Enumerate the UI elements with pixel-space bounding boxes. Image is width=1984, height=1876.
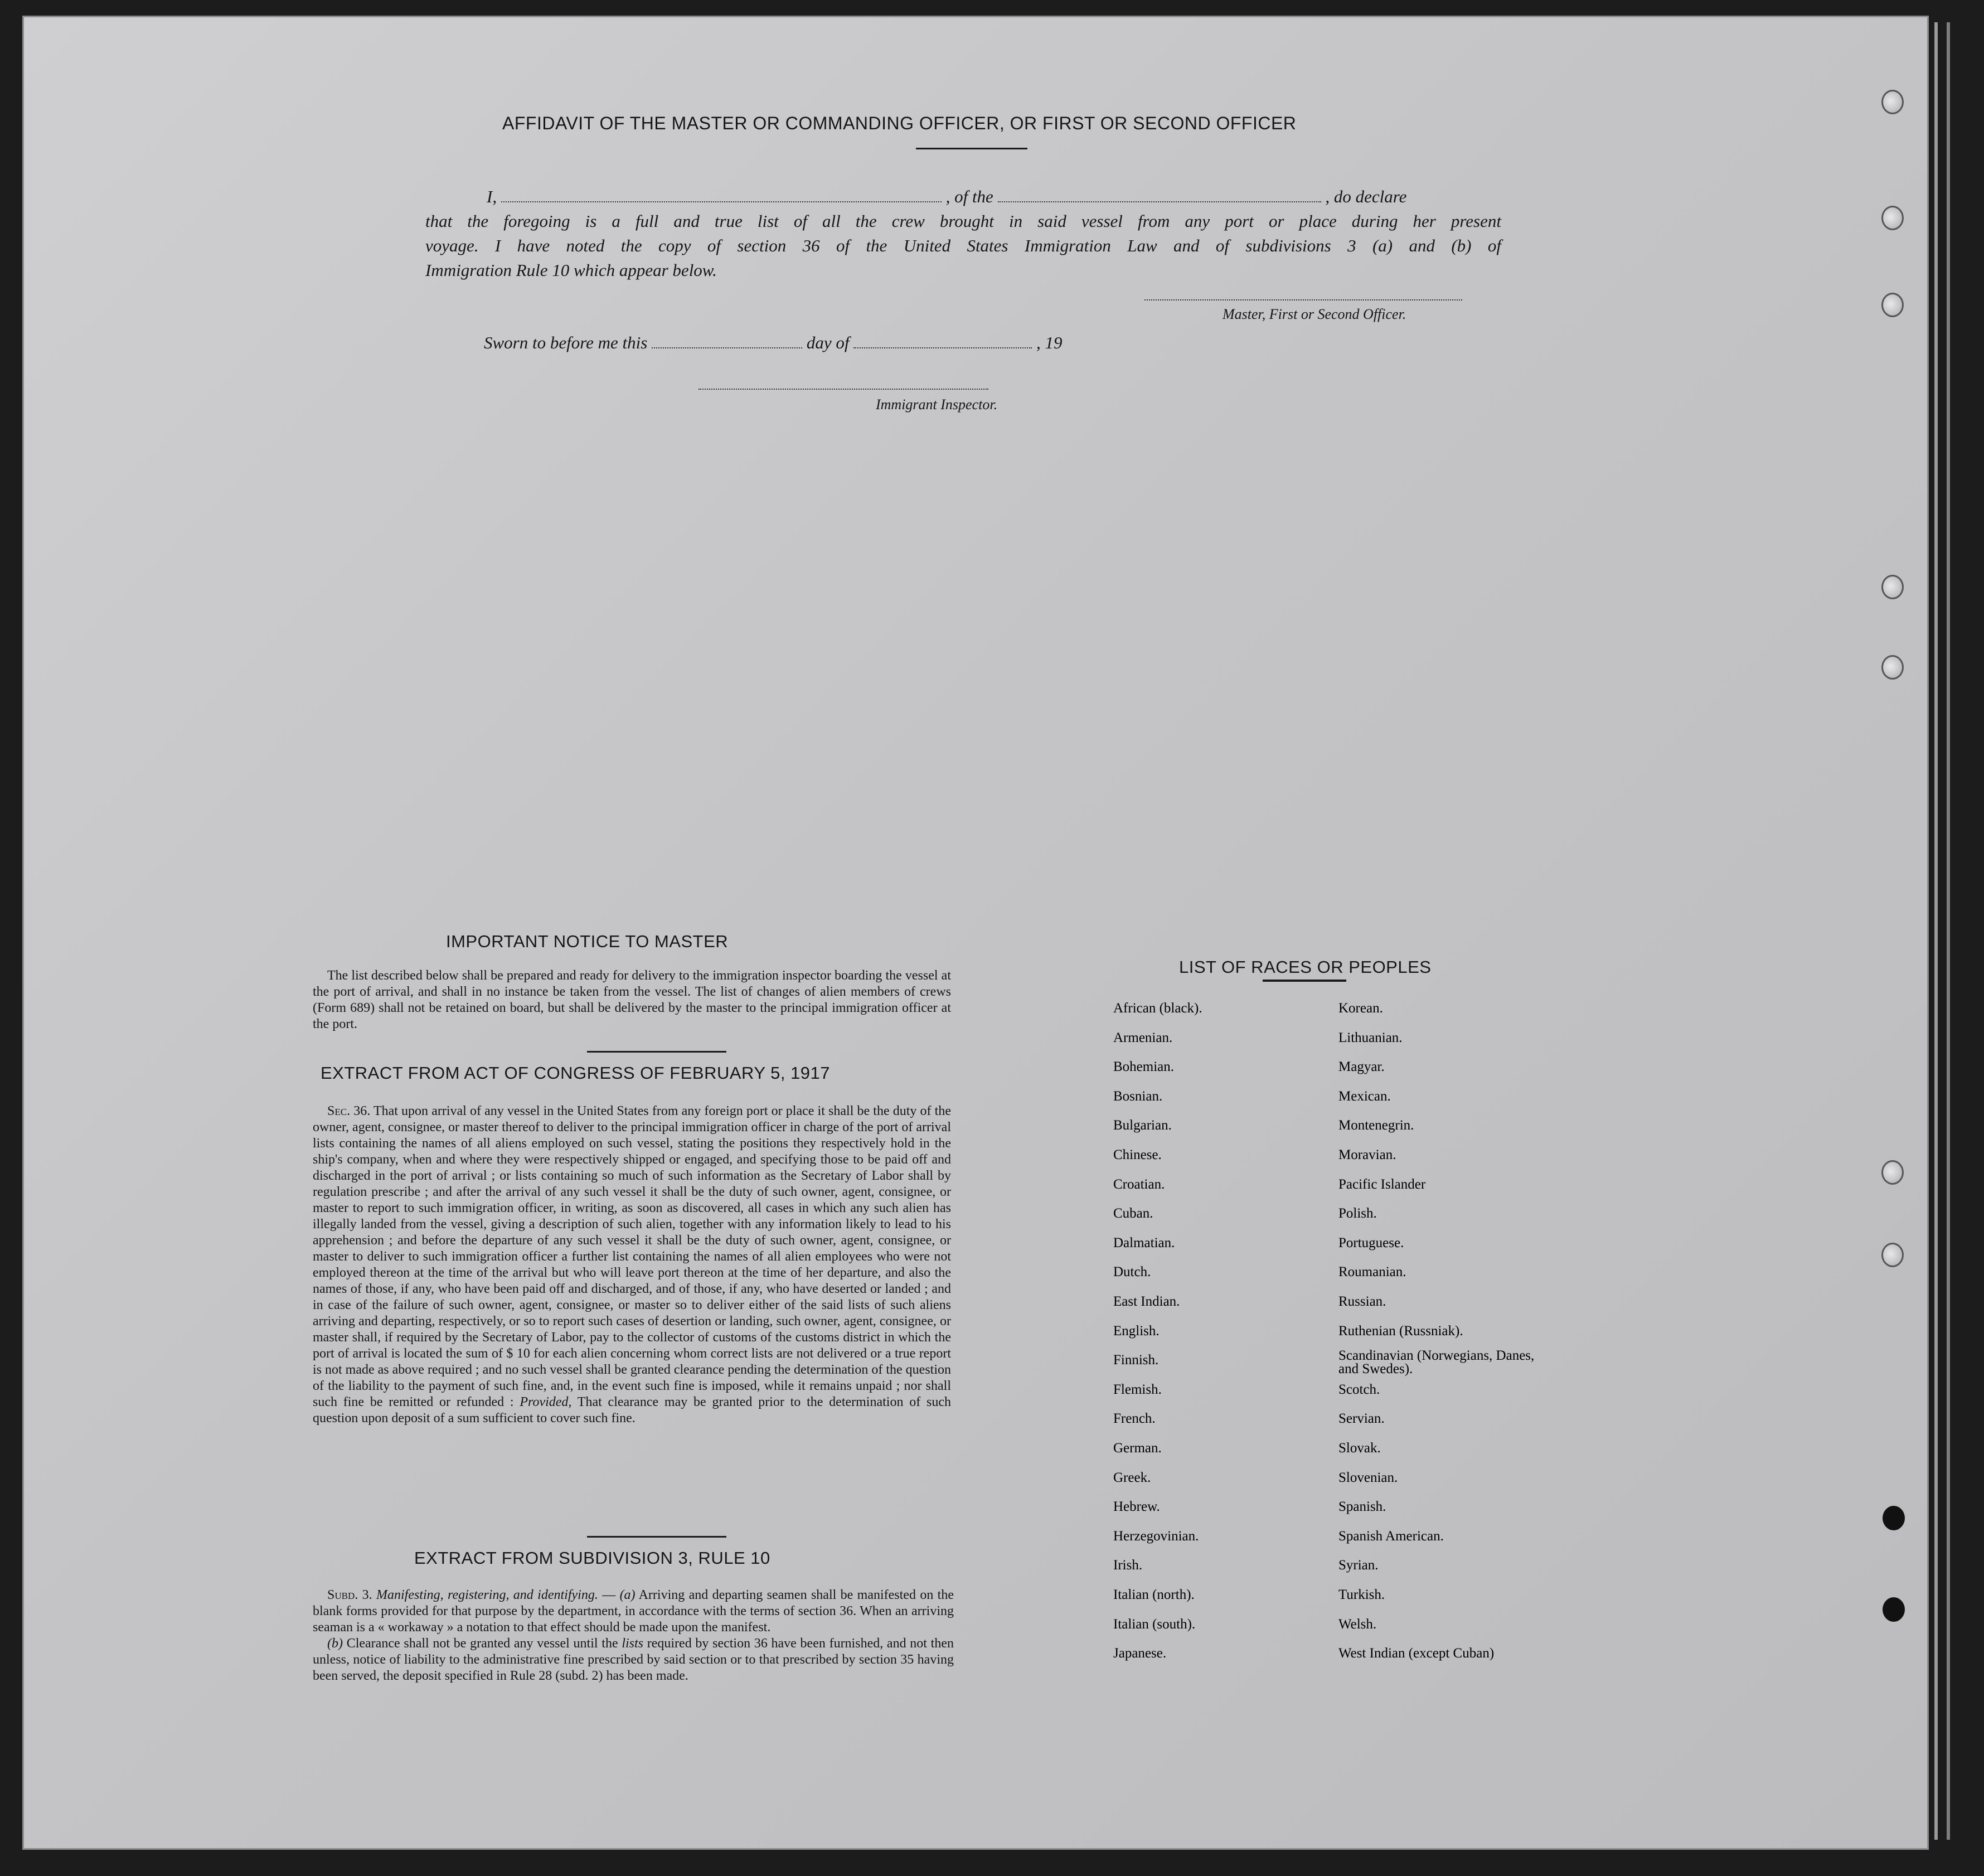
race-item: Welsh. — [1338, 1616, 1377, 1632]
rule-title: EXTRACT FROM SUBDIVISION 3, RULE 10 — [414, 1548, 770, 1568]
race-item: Hebrew. — [1113, 1499, 1160, 1515]
rule-a-label: (a) — [619, 1588, 636, 1602]
vessel-blank[interactable] — [998, 198, 1321, 202]
race-item: Irish. — [1113, 1558, 1143, 1573]
sworn-day-blank[interactable] — [652, 344, 802, 348]
race-item: Bohemian. — [1113, 1059, 1175, 1075]
race-item: Scotch. — [1338, 1381, 1380, 1397]
race-item: Japanese. — [1113, 1646, 1167, 1661]
act-sec-label: Sec. 36. — [327, 1104, 371, 1118]
inspector-signature-blank[interactable] — [698, 385, 988, 390]
rule-subd-heading: Manifesting, registering, and identifying. — [376, 1588, 598, 1602]
act-text — [313, 1103, 951, 1427]
act-title: EXTRACT FROM ACT OF CONGRESS OF FEBRUARY 5, 1917 — [321, 1063, 831, 1083]
sworn-year: , 19 — [1036, 333, 1063, 352]
rule-paragraph-b — [313, 1636, 954, 1684]
rule-text — [313, 1587, 954, 1684]
race-item: Dutch. — [1113, 1264, 1151, 1280]
punch-hole — [1881, 1243, 1904, 1267]
notice-title: IMPORTANT NOTICE TO MASTER — [446, 932, 729, 951]
rule-b-lists: lists — [622, 1636, 644, 1651]
rule-b-text-1: Clearance shall not be granted any vessel until the — [346, 1636, 618, 1651]
punch-hole — [1881, 293, 1904, 317]
race-item: Armenian. — [1113, 1030, 1173, 1045]
race-item: Flemish. — [1113, 1381, 1162, 1397]
races-title: LIST OF RACES OR PEOPLES — [1179, 957, 1432, 977]
races-title-underline — [1263, 980, 1346, 982]
affidavit-of-the-label: , of the — [945, 187, 993, 206]
sworn-prefix: Sworn to before me this — [484, 333, 648, 352]
name-blank[interactable] — [501, 198, 942, 202]
race-item: German. — [1113, 1441, 1162, 1456]
document-sheet — [22, 16, 1929, 1850]
rule-paragraph-a: Subd. 3. Manifesting, registering, and identifying. — (a) Arriving and departing seamen shall be manifested on the blank forms provided for that purpose by the department, in accordance with the terms of section 36. When an arriving seaman is a « workaway » a notation to that effect should be made upon the manifest. — [313, 1588, 954, 1635]
race-item: Roumanian. — [1338, 1264, 1406, 1280]
race-item: Mexican. — [1338, 1088, 1391, 1104]
sworn-day-of: day of — [806, 333, 850, 352]
race-item: Pacific Islander — [1338, 1176, 1426, 1192]
race-item: Herzegovinian. — [1113, 1528, 1199, 1544]
race-item: Turkish. — [1338, 1587, 1385, 1602]
page-stack-edge — [1947, 22, 1950, 1840]
act-paragraph — [313, 1103, 951, 1427]
rule-a-text: Arriving and departing seamen shall be manifested on the blank forms provided for that purpose by the department, in accordance with the terms of section 36. When an arriving seaman is a « workaway » a notation to that effect should be made upon the manifest. — [313, 1588, 954, 1635]
inspector-label: Immigrant Inspector. — [876, 396, 998, 413]
race-item: Slovenian. — [1338, 1470, 1398, 1485]
race-item: Spanish. — [1338, 1499, 1386, 1515]
affidavit-line-1 — [425, 185, 1501, 209]
affidavit-line-3: voyage. I have noted the copy of section 36 of the United States Immigration Law and of subdivisions 3 (a) and (b) of — [425, 236, 1501, 255]
affidavit-i-label: I, — [487, 187, 497, 206]
race-item: Cuban. — [1113, 1206, 1153, 1221]
punch-hole — [1881, 655, 1904, 680]
rule-subd-label: Subd. 3. — [327, 1588, 372, 1602]
race-item: Bulgarian. — [1113, 1118, 1172, 1133]
race-item: Ruthenian (Russniak). — [1338, 1323, 1463, 1339]
act-rule — [587, 1536, 726, 1538]
race-item: Montenegrin. — [1338, 1118, 1414, 1133]
race-item: Croatian. — [1113, 1176, 1165, 1192]
punch-hole — [1881, 90, 1904, 114]
sworn-line — [484, 333, 1062, 353]
affidavit-line-4: Immigration Rule 10 which appear below. — [425, 260, 717, 280]
sworn-month-blank[interactable] — [853, 344, 1032, 348]
race-item: West Indian (except Cuban) — [1338, 1646, 1495, 1661]
notice-paragraph: The list described below shall be prepared and ready for delivery to the immigration inspector boarding the vessel at the port of arrival, and shall in no instance be taken from the vessel. The list of changes of alien members of crews (Form 689) shall not be retained on board, but shall be delivered by the master to the principal immigration officer at the port. — [313, 968, 951, 1031]
race-item: Korean. — [1338, 1001, 1383, 1016]
rule-b-label: (b) — [327, 1636, 343, 1651]
race-item: Portuguese. — [1338, 1235, 1404, 1250]
race-item: Magyar. — [1338, 1059, 1385, 1075]
act-body: That upon arrival of any vessel in the United States from any foreign port or place it shall be the duty of the owner, agent, consignee, or master thereof to deliver to the principal immigration officer in charge of the port of arrival lists containing the names of all aliens employed on such vessel, stating the positions they respectively hold in the ship's company, when and where they were respectively shipped or engaged, and specifying those to be paid off and discharged in the port of arrival ; or lists containing so much of such information as the Secretary of Labor shall by regulation prescribe ; and after the arrival of any such vessel it shall be the duty of such owner, agent, consignee, or master to report to such immigration officer, in writing, as soon as discovered, all cases in which any such alien has illegally landed from the vessel, giving a description of such alien, together with any information likely to lead to his apprehension ; and before the departure of any such vessel it shall be the duty of such owner, agent, consignee, or master to deliver to such immigration officer a further list containing the names of all alien employees who were not employed thereon at the time of the arrival but who will leave port thereon at the time of her departure, and also the names of those, if any, who have been paid off and discharged, and of those, if any, who have deserted or landed ; and in case of the failure of such owner, agent, consignee, or master so to deliver either of the said lists of such aliens arriving and departing, respectively, or so to report such cases of desertion or landing, such owner, agent, consignee, or master shall, if required by the Secretary of Labor, pay to the collector of customs of the customs district in which the port of arrival is located the sum of $ 10 for each alien concerning whom correct lists are not delivered or a true report is not made as above required ; and no such vessel shall be granted clearance pending the determination of the question of the liability to the payment of such fine, and, in the event such fine is imposed, while it remains unpaid ; nor shall such fine be remitted or refunded : — [313, 1104, 952, 1409]
punch-hole — [1883, 1506, 1905, 1530]
notice-text — [313, 968, 951, 1032]
punch-hole — [1881, 575, 1904, 599]
race-item: French. — [1113, 1411, 1156, 1427]
page-stack-edge — [1934, 22, 1938, 1840]
notice-rule — [587, 1051, 726, 1053]
race-item: Spanish American. — [1338, 1528, 1444, 1544]
affidavit-declare-label: , do declare — [1325, 187, 1407, 206]
race-item: Polish. — [1338, 1206, 1377, 1221]
race-item: Lithuanian. — [1338, 1030, 1403, 1045]
act-body-end: That clearance may be granted prior to the determination of such question upon deposit of a sum sufficient to cover such fine. — [313, 1395, 952, 1426]
race-item: Russian. — [1338, 1294, 1386, 1309]
race-item: Italian (south). — [1113, 1616, 1196, 1632]
race-item: Dalmatian. — [1113, 1235, 1175, 1250]
race-item: Syrian. — [1338, 1558, 1379, 1573]
race-item: Italian (north). — [1113, 1587, 1195, 1602]
punch-hole — [1881, 206, 1904, 230]
act-provided: Provided, — [520, 1395, 572, 1409]
punch-hole — [1881, 1160, 1904, 1185]
race-item: Chinese. — [1113, 1147, 1162, 1162]
punch-hole — [1883, 1597, 1905, 1622]
race-item: Scandinavian (Norwegians, Danes, and Swedes). — [1338, 1348, 1535, 1377]
race-item: East Indian. — [1113, 1294, 1180, 1309]
race-item: Moravian. — [1338, 1147, 1396, 1162]
race-item: Greek. — [1113, 1470, 1151, 1485]
race-item: Finnish. — [1113, 1353, 1159, 1368]
race-item: African (black). — [1113, 1001, 1202, 1016]
affidavit-title: AFFIDAVIT OF THE MASTER OR COMMANDING OFFICER, OR FIRST OR SECOND OFFICER — [502, 113, 1297, 133]
master-signature-blank[interactable] — [1144, 296, 1462, 300]
affidavit-line-2: that the foregoing is a full and true list of all the crew brought in said vessel from any port or place during her present — [425, 211, 1501, 231]
master-signature-label: Master, First or Second Officer. — [1223, 306, 1406, 322]
race-item: Servian. — [1338, 1411, 1385, 1427]
affidavit-title-rule — [916, 148, 1027, 149]
rule-b-text-2: required by section 36 have been furnished, and not then unless, notice of liability to the administrative fine prescribed by said section or to that prescribed by section 35 having been served, the deposit specified in Rule 28 (subd. 2) has been made. — [313, 1636, 954, 1683]
race-item: Bosnian. — [1113, 1088, 1163, 1104]
race-item: Slovak. — [1338, 1441, 1381, 1456]
race-item: English. — [1113, 1323, 1160, 1339]
